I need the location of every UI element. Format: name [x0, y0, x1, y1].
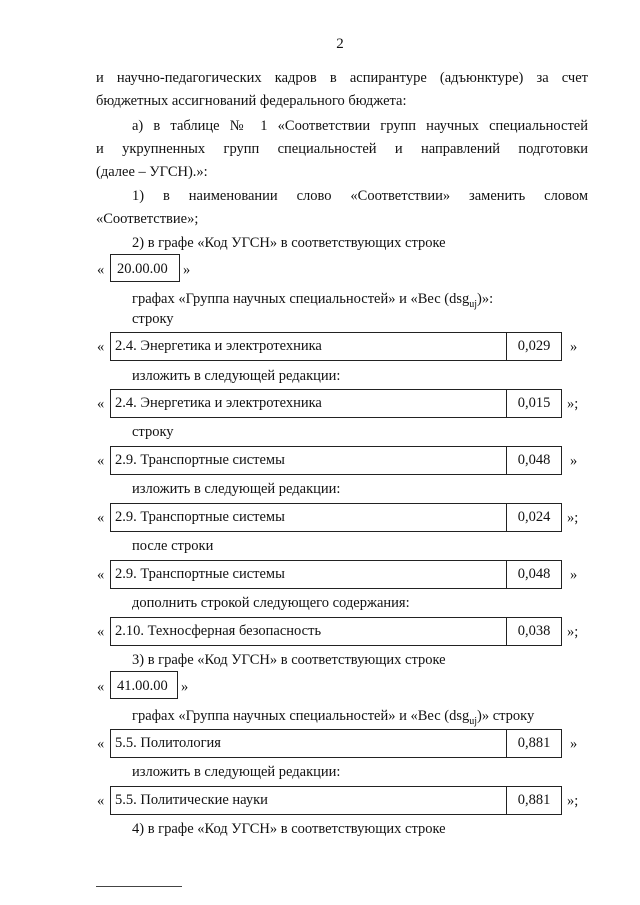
label-posle-stroki: после строки [132, 538, 214, 554]
row-2-quote-close: »; [567, 396, 579, 412]
item-a-line-1: а) в таблице № 1 «Соответствии групп научных специальностей [132, 118, 588, 134]
row-3-quote-close: » [570, 453, 578, 469]
row-value: 0,881 [517, 792, 551, 808]
label-dopolnit: дополнить строкой следующего содержания: [132, 595, 410, 611]
row-name: 5.5. Политология [111, 730, 507, 757]
label-izlozhit-2: изложить в следующей редакции: [132, 481, 341, 497]
table-row [110, 332, 562, 361]
row-name: 2.4. Энергетика и электротехника [111, 390, 507, 417]
page-number: 2 [336, 36, 344, 52]
item-1-line-1: 1) в наименовании слово «Соответствии» заменить словом [132, 188, 588, 204]
footnote-divider [96, 886, 182, 887]
row-6-quote-open: « [97, 624, 105, 640]
row-1-quote-close: » [570, 339, 578, 355]
row-7-quote-open: « [97, 736, 105, 752]
code-41-quote-open: « [97, 679, 105, 695]
row-3-quote-open: « [97, 453, 105, 469]
table-row [110, 617, 562, 646]
item-a-line-2: и укрупненных групп специальностей и направлений подготовки [96, 141, 588, 157]
row-value: 0,038 [517, 623, 551, 639]
table-row [110, 389, 562, 418]
item-2-grafah: графах «Группа научных специальностей» и «Вес (dsg$_{uj}$)»: [132, 291, 494, 310]
row-name: 5.5. Политические науки [111, 787, 507, 814]
row-value: 0,015 [517, 395, 551, 411]
row-name: 2.4. Энергетика и электротехника [111, 333, 507, 360]
code-20-quote-open: « [97, 262, 105, 278]
row-6-quote-close: »; [567, 624, 579, 640]
row-value: 0,048 [517, 452, 551, 468]
label-izlozhit-3: изложить в следующей редакции: [132, 764, 341, 780]
row-value: 0,048 [517, 566, 551, 582]
table-row [110, 786, 562, 815]
item-a-line-3: (далее – УГСН).»: [96, 164, 208, 180]
row-8-quote-close: »; [567, 793, 579, 809]
row-name: 2.9. Транспортные системы [111, 561, 507, 588]
table-row [110, 560, 562, 589]
row-value: 0,029 [517, 338, 551, 354]
row-name: 2.9. Транспортные системы [111, 447, 507, 474]
label-izlozhit-1: изложить в следующей редакции: [132, 368, 341, 384]
row-5-quote-close: » [570, 567, 578, 583]
item-2-stroku: строку [132, 311, 174, 327]
row-4-quote-close: »; [567, 510, 579, 526]
row-4-quote-open: « [97, 510, 105, 526]
row-name: 2.9. Транспортные системы [111, 504, 507, 531]
code-20-box: 20.00.00 [110, 254, 180, 282]
row-8-quote-open: « [97, 793, 105, 809]
code-41-quote-close: » [181, 679, 189, 695]
item-3-intro: 3) в графе «Код УГСН» в соответствующих строке [132, 652, 446, 668]
row-2-quote-open: « [97, 396, 105, 412]
intro-line-2: бюджетных ассигнований федерального бюджета: [96, 93, 407, 109]
intro-line-1: и научно-педагогических кадров в аспирантуре (адъюнктуре) за счет [96, 70, 588, 86]
item-3-grafah: графах «Группа научных специальностей» и «Вес (dsg$_{uj}$)» строку [132, 708, 535, 727]
row-value: 0,024 [517, 509, 551, 525]
item-1-line-2: «Соответствие»; [96, 211, 199, 227]
item-4-intro: 4) в графе «Код УГСН» в соответствующих строке [132, 821, 446, 837]
table-row [110, 446, 562, 475]
code-20-quote-close: » [183, 262, 191, 278]
row-value: 0,881 [517, 735, 551, 751]
item-2-intro: 2) в графе «Код УГСН» в соответствующих строке [132, 235, 446, 251]
table-row [110, 729, 562, 758]
row-1-quote-open: « [97, 339, 105, 355]
code-41-box: 41.00.00 [110, 671, 178, 699]
table-row [110, 503, 562, 532]
label-stroku: строку [132, 424, 174, 440]
row-name: 2.10. Техносферная безопасность [111, 618, 507, 645]
row-7-quote-close: » [570, 736, 578, 752]
row-5-quote-open: « [97, 567, 105, 583]
